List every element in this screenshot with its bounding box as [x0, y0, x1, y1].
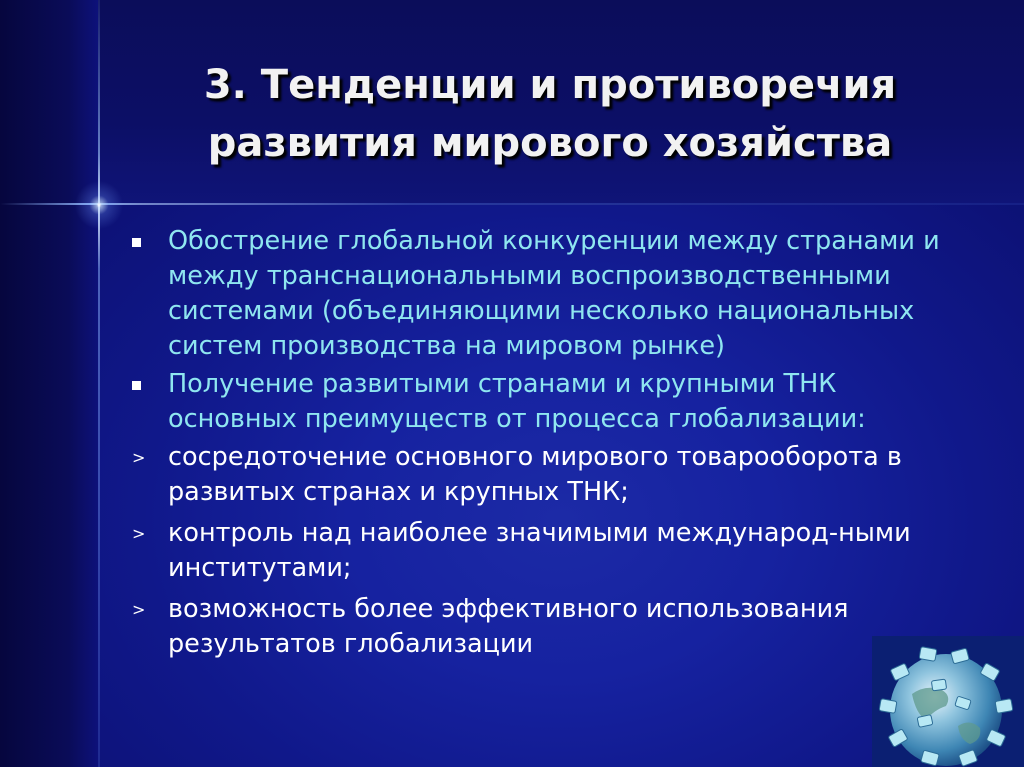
slide-title-line-2: развития мирового хозяйства: [207, 120, 893, 166]
bullet-line: сосредоточение основного мирового товарооборота в: [168, 442, 902, 472]
slide-title-line-1: 3. Тенденции и противоречия: [203, 62, 897, 108]
square-bullet-icon: [132, 381, 141, 390]
bullet-line: Получение развитыми странами и крупными ТНК: [168, 369, 837, 399]
bullet-line: контроль над наиболее значимыми международ-ными: [168, 518, 911, 548]
vertical-light-line: [98, 0, 100, 767]
bullet-item: [126, 224, 990, 364]
sub-bullet-item: [126, 592, 990, 662]
arrow-bullet-icon: >: [132, 524, 146, 543]
horizontal-light-line: [0, 203, 1024, 205]
bullet-line: институтами;: [168, 553, 352, 583]
bullet-item: [126, 367, 990, 437]
bullet-line: между транснациональными воспроизводственными: [168, 261, 891, 291]
sub-bullet-item: [126, 516, 990, 586]
left-decor-band: [0, 0, 98, 767]
arrow-bullet-icon: >: [132, 448, 146, 467]
money-globe-icon: [872, 636, 1024, 767]
bullet-line: возможность более эффективного использования: [168, 594, 849, 624]
sparkle-star-icon: [68, 174, 130, 236]
bullet-line: развитых странах и крупных ТНК;: [168, 477, 629, 507]
square-bullet-icon: [132, 238, 141, 247]
slide-title: [110, 56, 990, 172]
bullet-line: систем производства на мировом рынке): [168, 331, 725, 361]
arrow-bullet-icon: >: [132, 600, 146, 619]
bullet-line: системами (объединяющими несколько национальных: [168, 296, 915, 326]
bullet-line: результатов глобализации: [168, 629, 534, 659]
bullet-list: [126, 224, 990, 668]
bullet-line: Обострение глобальной конкуренции между странами и: [168, 226, 940, 256]
sub-bullet-item: [126, 440, 990, 510]
bullet-line: основных преимуществ от процесса глобализации:: [168, 404, 866, 434]
